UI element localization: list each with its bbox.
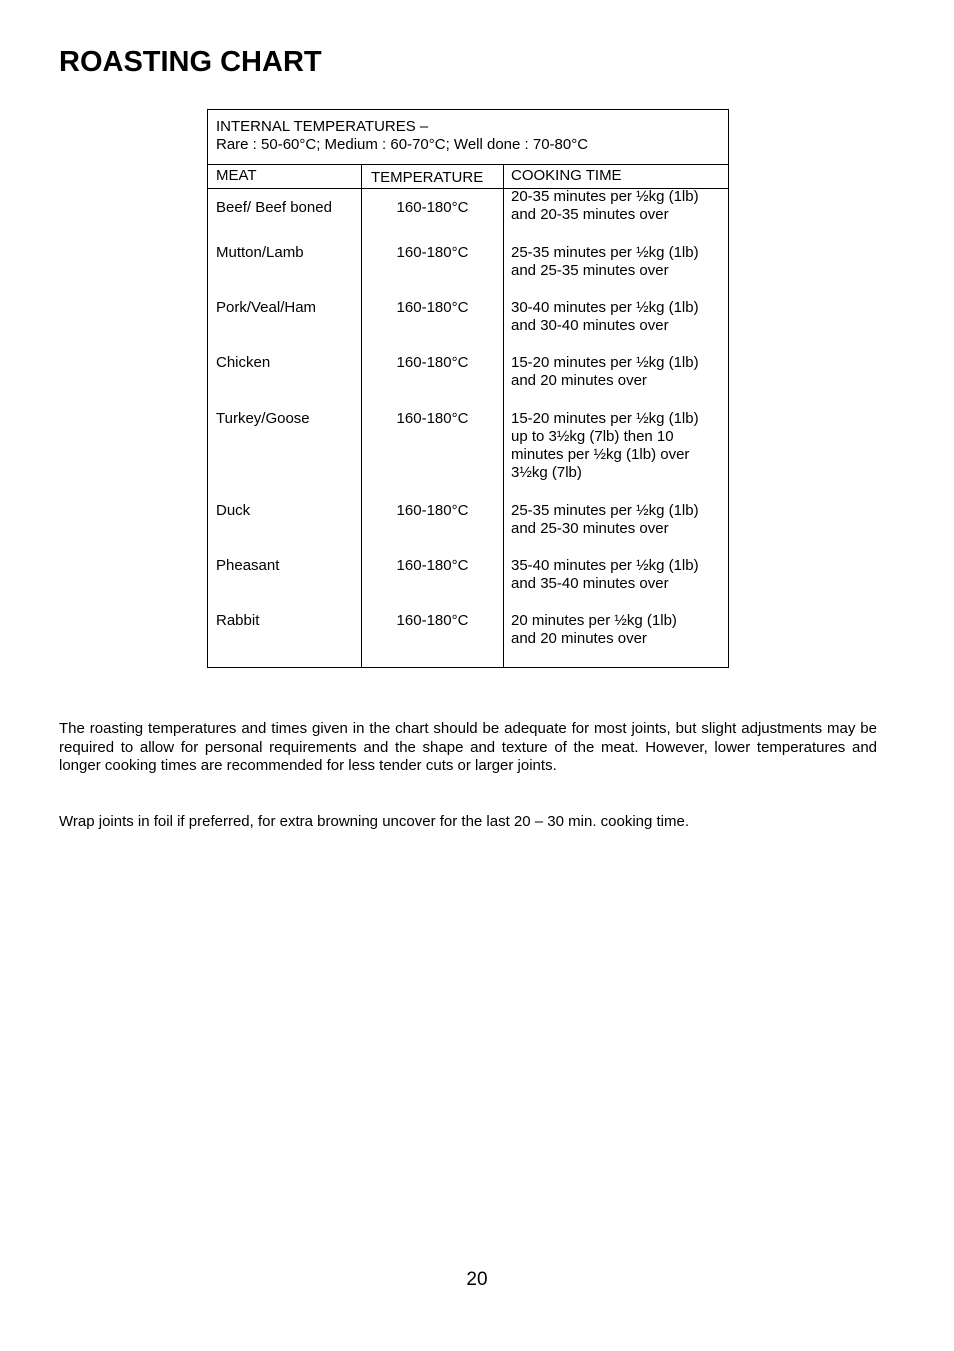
meat-cell: Duck <box>216 502 251 519</box>
cooking-time-cell <box>511 557 726 593</box>
roasting-advice-paragraph: The roasting temperatures and times given in the chart should be adequate for most joints, but slight adjustments may be required to allow for personal requirements and the shape and texture of the meat. However, lower temperatures and longer cooking times are recommended for less tender cuts or larger joints. <box>59 720 877 774</box>
cooking-time-line: 15-20 minutes per ½kg (1lb) <box>511 354 699 371</box>
cooking-time-line: up to 3½kg (7lb) then 10 <box>511 428 674 445</box>
meat-cell: Turkey/Goose <box>216 410 310 427</box>
cooking-time-line: 15-20 minutes per ½kg (1lb) <box>511 410 699 427</box>
temperature-cell: 160-180°C <box>396 354 469 371</box>
temperature-cell: 160-180°C <box>396 612 469 629</box>
cooking-time-line: and 35-40 minutes over <box>511 575 669 592</box>
meat-cell: Chicken <box>216 354 271 371</box>
meat-cell: Mutton/Lamb <box>216 244 304 261</box>
temperature-cell: 160-180°C <box>396 410 469 427</box>
internal-temperatures-values: Rare : 50-60°C; Medium : 60-70°C; Well done : 70-80°C <box>216 136 589 153</box>
cooking-time-line: 30-40 minutes per ½kg (1lb) <box>511 299 699 316</box>
page-title: ROASTING CHART <box>59 46 322 78</box>
column-divider <box>503 165 504 667</box>
page-number: 20 <box>466 1269 488 1290</box>
cooking-time-line: and 25-30 minutes over <box>511 520 669 537</box>
cooking-time-cell <box>511 502 726 538</box>
body-text <box>59 720 877 831</box>
cooking-time-cell <box>511 410 726 482</box>
cooking-time-line: 20-35 minutes per ½kg (1lb) <box>511 188 699 205</box>
temperature-cell: 160-180°C <box>396 557 469 574</box>
cooking-time-line: 25-35 minutes per ½kg (1lb) <box>511 502 699 519</box>
cooking-time-cell <box>511 188 726 224</box>
cooking-time-line: and 30-40 minutes over <box>511 317 669 334</box>
cooking-time-line: and 20-35 minutes over <box>511 206 669 223</box>
roasting-chart-table <box>207 109 729 668</box>
cooking-time-cell <box>511 299 726 335</box>
cooking-time-line: and 20 minutes over <box>511 372 647 389</box>
meat-cell: Rabbit <box>216 612 260 629</box>
temperature-cell: 160-180°C <box>396 299 469 316</box>
cooking-time-cell <box>511 612 726 648</box>
temperature-cell: 160-180°C <box>396 244 469 261</box>
header-meat: MEAT <box>216 167 257 184</box>
meat-cell: Pheasant <box>216 557 280 574</box>
cooking-time-line: and 20 minutes over <box>511 630 647 647</box>
cooking-time-cell <box>511 354 726 390</box>
cooking-time-line: 25-35 minutes per ½kg (1lb) <box>511 244 699 261</box>
cooking-time-line: 35-40 minutes per ½kg (1lb) <box>511 557 699 574</box>
header-temperature: TEMPERATURE <box>371 169 484 186</box>
internal-temperatures-title: INTERNAL TEMPERATURES – <box>216 118 429 135</box>
meat-cell: Beef/ Beef boned <box>216 199 332 216</box>
foil-advice-paragraph: Wrap joints in foil if preferred, for extra browning uncover for the last 20 – 30 min. cooking time. <box>59 812 690 830</box>
temperature-cell: 160-180°C <box>396 502 469 519</box>
header-cooking-time: COOKING TIME <box>511 167 622 184</box>
cooking-time-line: minutes per ½kg (1lb) over <box>511 446 690 463</box>
cooking-time-cell <box>511 244 726 280</box>
cooking-time-line: and 25-35 minutes over <box>511 262 669 279</box>
internal-temperatures-box <box>208 110 728 165</box>
cooking-time-line: 20 minutes per ½kg (1lb) <box>511 612 677 629</box>
cooking-time-line: 3½kg (7lb) <box>511 464 582 481</box>
meat-cell: Pork/Veal/Ham <box>216 299 317 316</box>
temperature-cell: 160-180°C <box>396 199 469 216</box>
